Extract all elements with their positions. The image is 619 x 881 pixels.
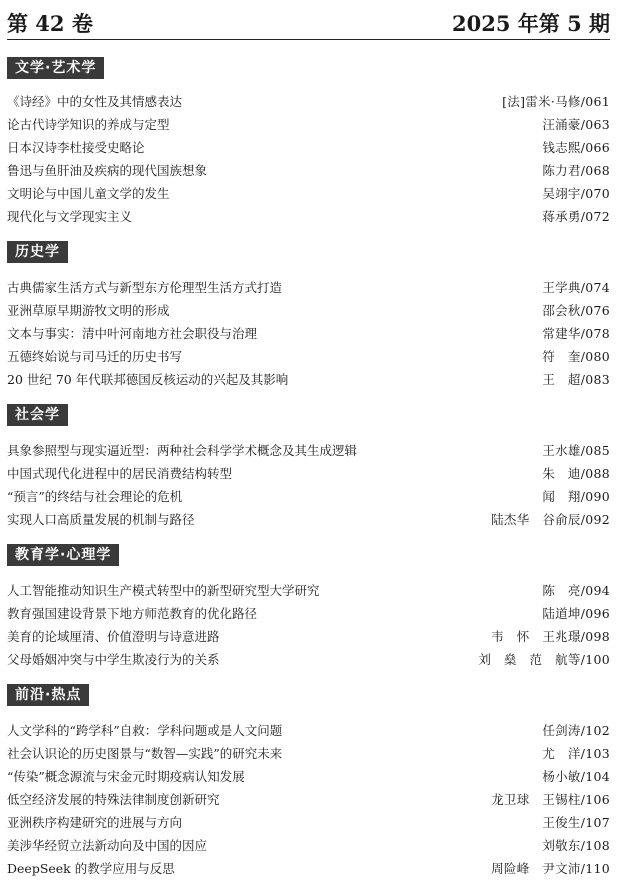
toc-entry[interactable] bbox=[7, 347, 610, 367]
article-author-page: 王 超/083 bbox=[542, 372, 610, 387]
article-title: 文本与事实：清中叶河南地方社会职役与治理 bbox=[7, 326, 258, 341]
article-author-page: 龙卫球 王锡柱/106 bbox=[491, 792, 610, 807]
article-title: “传染”概念源流与宋金元时期疫病认知发展 bbox=[7, 769, 245, 784]
toc-entry[interactable] bbox=[7, 650, 610, 670]
toc-entry[interactable] bbox=[7, 278, 610, 298]
article-title: 亚洲草原早期游牧文明的形成 bbox=[7, 303, 170, 318]
toc-entry[interactable] bbox=[7, 92, 610, 112]
toc-entry[interactable] bbox=[7, 115, 610, 135]
article-title: 论古代诗学知识的养成与定型 bbox=[7, 117, 170, 132]
article-title: DeepSeek 的教学应用与反思 bbox=[7, 861, 175, 876]
article-title: “预言”的终结与社会理论的危机 bbox=[7, 489, 183, 504]
toc-entry[interactable] bbox=[7, 464, 610, 484]
article-title: 古典儒家生活方式与新型东方伦理型生活方式打造 bbox=[7, 280, 283, 295]
article-title: 低空经济发展的特殊法律制度创新研究 bbox=[7, 792, 220, 807]
article-author-page: 蒋承勇/072 bbox=[542, 209, 610, 224]
article-author-page: 邵会秋/076 bbox=[542, 303, 610, 318]
article-title: 《诗经》中的女性及其情感表达 bbox=[7, 94, 183, 109]
toc-entry[interactable] bbox=[7, 441, 610, 461]
section-heading: 文学·艺术学 bbox=[7, 57, 104, 79]
toc-entry[interactable] bbox=[7, 324, 610, 344]
article-author-page: 朱 迪/088 bbox=[542, 466, 610, 481]
article-author-page: 陈力君/068 bbox=[542, 163, 610, 178]
article-title: 具象参照型与现实逼近型：两种社会科学学术概念及其生成逻辑 bbox=[7, 443, 358, 458]
article-title: 实现人口高质量发展的机制与路径 bbox=[7, 512, 195, 527]
article-title: 中国式现代化进程中的居民消费结构转型 bbox=[7, 466, 233, 481]
article-author-page: 王水雄/085 bbox=[542, 443, 610, 458]
article-author-page: 常建华/078 bbox=[542, 326, 610, 341]
article-author-page: 任剑涛/102 bbox=[542, 723, 610, 738]
section-heading: 前沿·热点 bbox=[7, 684, 89, 706]
toc-entry[interactable] bbox=[7, 813, 610, 833]
article-author-page: 钱志熙/066 bbox=[542, 140, 610, 155]
issue-label: 2025 年第 5 期 bbox=[452, 11, 610, 36]
toc-entry[interactable] bbox=[7, 581, 610, 601]
article-title: 美育的论域厘清、价值澄明与诗意进路 bbox=[7, 629, 220, 644]
toc-entry[interactable] bbox=[7, 836, 610, 856]
article-author-page: 杨小敏/104 bbox=[542, 769, 610, 784]
article-title: 日本汉诗李杜接受史略论 bbox=[7, 140, 145, 155]
toc-entry[interactable] bbox=[7, 370, 610, 390]
toc-entry[interactable] bbox=[7, 604, 610, 624]
article-title: 人文学科的“跨学科”自救：学科问题或是人文问题 bbox=[7, 723, 283, 738]
article-title: 五德终始说与司马迁的历史书写 bbox=[7, 349, 183, 364]
article-title: 教育强国建设背景下地方师范教育的优化路径 bbox=[7, 606, 258, 621]
article-author-page: 陆道坤/096 bbox=[542, 606, 610, 621]
volume-label: 第 42 卷 bbox=[7, 11, 93, 36]
article-author-page: 刘 燊 范 航等/100 bbox=[478, 652, 610, 667]
article-author-page: [法]雷米·马修/061 bbox=[502, 94, 610, 109]
article-author-page: 吴翊宇/070 bbox=[542, 186, 610, 201]
article-author-page: 陆杰华 谷俞辰/092 bbox=[491, 512, 610, 527]
article-title: 鲁迅与鱼肝油及疾病的现代国族想象 bbox=[7, 163, 208, 178]
article-title: 父母婚姻冲突与中学生欺凌行为的关系 bbox=[7, 652, 220, 667]
article-title: 社会认识论的历史图景与“数智—实践”的研究未来 bbox=[7, 746, 283, 761]
section-heading: 社会学 bbox=[7, 404, 68, 426]
toc-entry[interactable] bbox=[7, 487, 610, 507]
article-author-page: 闻 翔/090 bbox=[542, 489, 610, 504]
page-header bbox=[7, 6, 610, 36]
toc-entry[interactable] bbox=[7, 790, 610, 810]
toc-entry[interactable] bbox=[7, 207, 610, 227]
header-rule bbox=[7, 39, 610, 40]
article-author-page: 周险峰 尹文沛/110 bbox=[491, 861, 610, 876]
toc-entry[interactable] bbox=[7, 627, 610, 647]
article-title: 20 世纪 70 年代联邦德国反核运动的兴起及其影响 bbox=[7, 372, 289, 387]
article-author-page: 尤 洋/103 bbox=[542, 746, 610, 761]
toc-entry[interactable] bbox=[7, 510, 610, 530]
section-heading: 教育学·心理学 bbox=[7, 544, 119, 566]
toc-entry[interactable] bbox=[7, 859, 610, 879]
toc-entry[interactable] bbox=[7, 161, 610, 181]
article-author-page: 王俊生/107 bbox=[542, 815, 610, 830]
article-title: 现代化与文学现实主义 bbox=[7, 209, 133, 224]
article-author-page: 刘敬东/108 bbox=[542, 838, 610, 853]
article-author-page: 韦 怀 王兆璟/098 bbox=[491, 629, 610, 644]
article-title: 文明论与中国儿童文学的发生 bbox=[7, 186, 170, 201]
article-author-page: 汪涌豪/063 bbox=[542, 117, 610, 132]
toc-entry[interactable] bbox=[7, 767, 610, 787]
toc-entry[interactable] bbox=[7, 301, 610, 321]
article-author-page: 陈 亮/094 bbox=[542, 583, 610, 598]
article-title: 美涉华经贸立法新动向及中国的因应 bbox=[7, 838, 208, 853]
article-title: 亚洲秩序构建研究的进展与方向 bbox=[7, 815, 183, 830]
toc-entry[interactable] bbox=[7, 744, 610, 764]
toc-entry[interactable] bbox=[7, 184, 610, 204]
article-author-page: 王学典/074 bbox=[542, 280, 610, 295]
article-title: 人工智能推动知识生产模式转型中的新型研究型大学研究 bbox=[7, 583, 320, 598]
section-heading: 历史学 bbox=[7, 241, 68, 263]
article-author-page: 符 奎/080 bbox=[542, 349, 610, 364]
toc-entry[interactable] bbox=[7, 721, 610, 741]
toc-entry[interactable] bbox=[7, 138, 610, 158]
